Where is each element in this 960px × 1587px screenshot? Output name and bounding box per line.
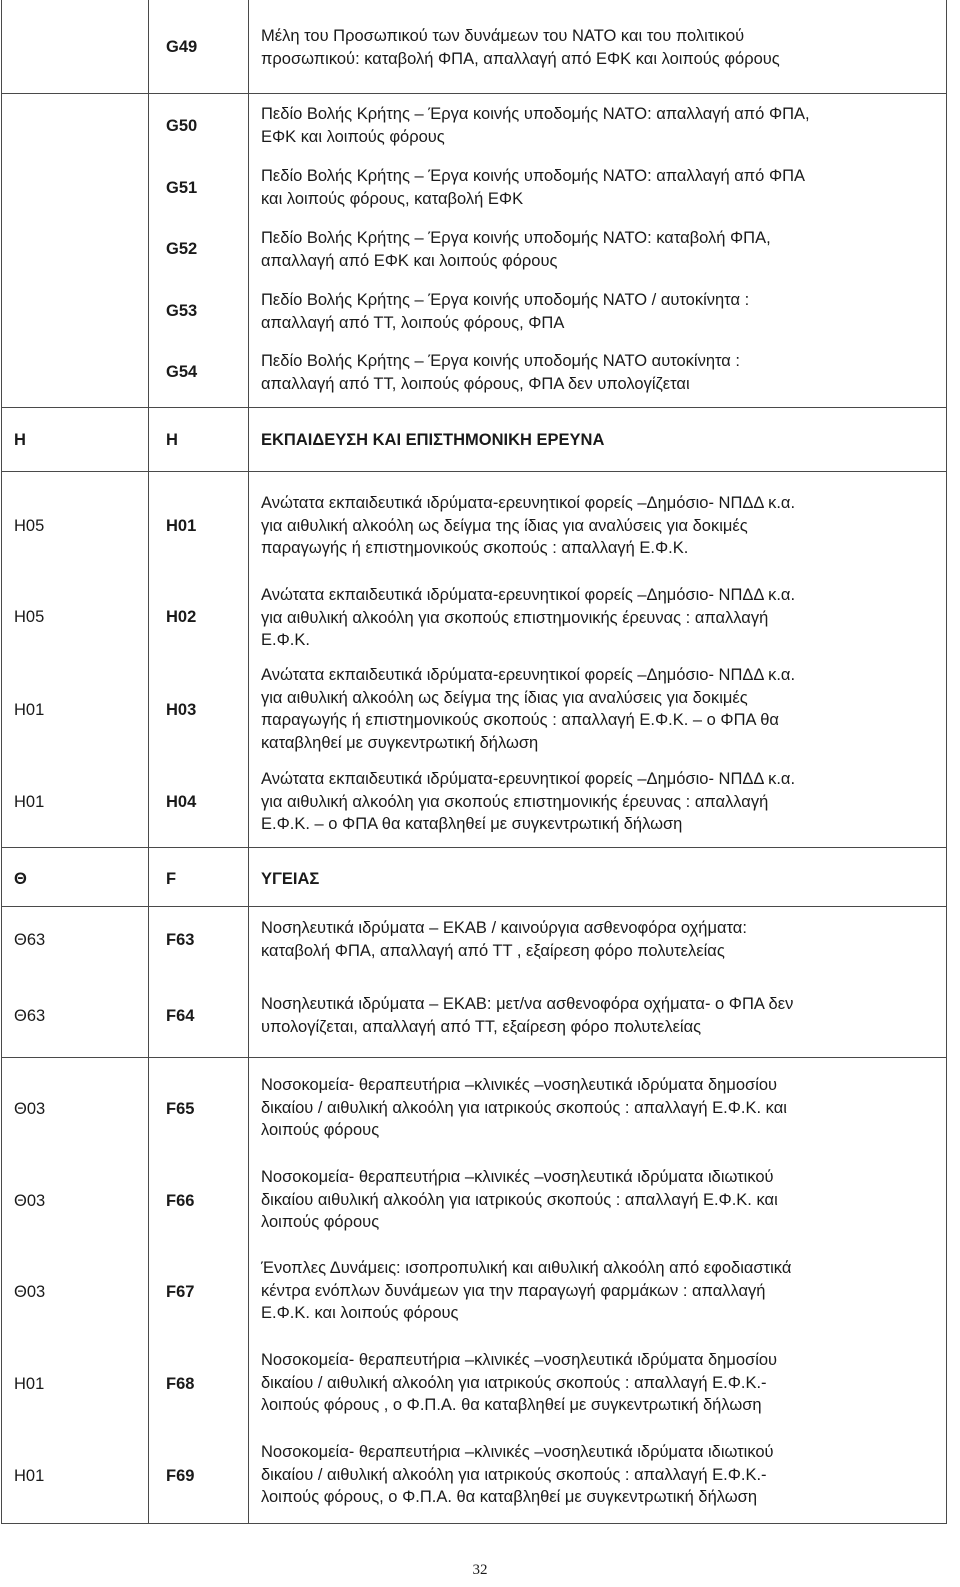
row-code: F64 (166, 1007, 195, 1025)
row-code: G51 (166, 179, 198, 197)
row-description: Νοσηλευτικά ιδρύματα – ΕΚΑΒ / καινούργια ασθενοφόρα οχήματα: καταβολή ΦΠΑ, απαλλαγή από ΤΤ , εξαίρεση φόρο πολυτελείας (261, 919, 747, 960)
row-description: Νοσηλευτικά ιδρύματα – ΕΚΑΒ: μετ/να ασθενοφόρα οχήματα- ο ΦΠΑ δεν υπολογίζεται, απαλλαγή από ΤΤ, εξαίρεση φόρο πολυτελείας (261, 995, 794, 1036)
row-divider (1, 1057, 947, 1058)
row-code: G52 (166, 240, 198, 258)
row-description: Ανώτατα εκπαιδευτικά ιδρύματα-ερευνητικοί φορείς –Δημόσιο- ΝΠΔΔ κ.α. για αιθυλική αλκοόλη ως δείγμα της ίδιας για αναλύσεις για δοκιμές παραγωγής ή επιστημονικούς σκοπούς : απαλλαγή Ε.Φ.Κ. (261, 494, 796, 557)
row-description: Ανώτατα εκπαιδευτικά ιδρύματα-ερευνητικοί φορείς –Δημόσιο- ΝΠΔΔ κ.α. για αιθυλική αλκοόλη ως δείγμα της ίδιας για αναλύσεις για δοκιμές παραγωγής ή επιστημονικούς σκοπούς : απαλλαγή Ε.Φ.Κ. – ο ΦΠΑ θα καταβληθεί με συγκεντρωτική δήλωση (261, 666, 796, 752)
row-code: F65 (166, 1100, 195, 1118)
row-description: Πεδίο Βολής Κρήτης – Έργα κοινής υποδομής ΝΑΤΟ αυτοκίνητα : απαλλαγή από ΤΤ, λοιπούς φόρους, ΦΠΑ δεν υπολογίζεται (261, 352, 741, 393)
row-description: Ανώτατα εκπαιδευτικά ιδρύματα-ερευνητικοί φορείς –Δημόσιο- ΝΠΔΔ κ.α. για αιθυλική αλκοόλη για σκοπούς επιστημονικής έρευνας : απαλλαγή Ε.Φ.Κ. – ο ΦΠΑ θα καταβληθεί με συγκεντρωτική δήλωση (261, 770, 796, 833)
section-code: F (166, 870, 177, 888)
row-code: F68 (166, 1375, 195, 1393)
row-ref-code: Η01 (14, 1375, 45, 1393)
row-divider (1, 407, 947, 408)
row-divider (1, 471, 947, 472)
row-code: H01 (166, 517, 197, 535)
section-code: H (166, 431, 178, 449)
row-code: F69 (166, 1467, 195, 1485)
row-ref-code: Η01 (14, 793, 45, 811)
table-border-bottom (1, 1523, 947, 1524)
row-divider (1, 847, 947, 848)
row-ref-code: Θ03 (14, 1192, 46, 1210)
row-code: G49 (166, 38, 198, 56)
row-description: Νοσοκομεία- θεραπευτήρια –κλινικές –νοσηλευτικά ιδρύματα δημοσίου δικαίου / αιθυλική αλκοόλη για ιατρικούς σκοπούς : απαλλαγή Ε.Φ.Κ. και λοιπούς φόρους (261, 1076, 787, 1139)
row-ref-code: Η01 (14, 1467, 45, 1485)
row-ref-code: Η05 (14, 608, 45, 626)
row-description: Ένοπλες Δυνάμεις: ισοπροπυλική και αιθυλική αλκοόλη από εφοδιαστικά κέντρα ενόπλων δυνάμεων για την παραγωγή φαρμάκων : απαλλαγή Ε.Φ.Κ. και λοιπούς φόρους (261, 1259, 792, 1322)
section-title: ΥΓΕΙΑΣ (261, 870, 320, 888)
row-ref-code: Θ03 (14, 1283, 46, 1301)
section-code: Η (14, 431, 26, 449)
row-code: F63 (166, 931, 195, 949)
page-number: 32 (472, 1562, 488, 1578)
row-ref-code: Θ63 (14, 931, 46, 949)
row-ref-code: Η05 (14, 517, 45, 535)
section-code: Θ (14, 870, 27, 888)
row-code: H04 (166, 793, 197, 811)
row-description: Μέλη του Προσωπικού των δυνάμεων του ΝΑΤΟ και του πολιτικού προσωπικού: καταβολή ΦΠΑ, απαλλαγή από ΕΦΚ και λοιπούς φόρους (261, 27, 780, 68)
row-code: H02 (166, 608, 197, 626)
row-description: Νοσοκομεία- θεραπευτήρια –κλινικές –νοσηλευτικά ιδρύματα ιδιωτικού δικαίου / αιθυλική αλκοόλη για ιατρικούς σκοπούς : απαλλαγή Ε.Φ.Κ.- λοιπούς φόρους, ο Φ.Π.Α. θα καταβληθεί με συγκεντρωτική δήλωση (261, 1443, 774, 1506)
section-title: ΕΚΠΑΙΔΕΥΣΗ ΚΑΙ ΕΠΙΣΤΗΜΟΝΙΚΗ ΕΡΕΥΝΑ (261, 431, 605, 449)
row-description: Ανώτατα εκπαιδευτικά ιδρύματα-ερευνητικοί φορείς –Δημόσιο- ΝΠΔΔ κ.α. για αιθυλική αλκοόλη για σκοπούς επιστημονικής έρευνας : απαλλαγή Ε.Φ.Κ. (261, 586, 796, 649)
row-divider (1, 906, 947, 907)
row-divider (1, 93, 947, 94)
row-description: Πεδίο Βολής Κρήτης – Έργα κοινής υποδομής ΝΑΤΟ: καταβολή ΦΠΑ, απαλλαγή από ΕΦΚ και λοιπούς φόρους (261, 229, 771, 270)
row-code: G54 (166, 363, 198, 381)
row-ref-code: Θ03 (14, 1100, 46, 1118)
table-border-left (1, 0, 2, 1524)
row-description: Πεδίο Βολής Κρήτης – Έργα κοινής υποδομής ΝΑΤΟ / αυτοκίνητα : απαλλαγή από ΤΤ, λοιπούς φόρους, ΦΠΑ (261, 291, 750, 332)
row-description: Πεδίο Βολής Κρήτης – Έργα κοινής υποδομής ΝΑΤΟ: απαλλαγή από ΦΠΑ και λοιπούς φόρους, καταβολή ΕΦΚ (261, 167, 806, 208)
row-code: H03 (166, 701, 197, 719)
row-code: G53 (166, 302, 198, 320)
column-divider-1 (148, 0, 149, 1524)
row-code: G50 (166, 117, 198, 135)
row-code: F66 (166, 1192, 195, 1210)
row-ref-code: Η01 (14, 701, 45, 719)
row-description: Νοσοκομεία- θεραπευτήρια –κλινικές –νοσηλευτικά ιδρύματα ιδιωτικού δικαίου αιθυλική αλκοόλη για ιατρικούς σκοπούς : απαλλαγή Ε.Φ.Κ. και λοιπούς φόρους (261, 1168, 778, 1231)
column-divider-2 (248, 0, 249, 1524)
row-code: F67 (166, 1283, 195, 1301)
row-ref-code: Θ63 (14, 1007, 46, 1025)
row-description: Πεδίο Βολής Κρήτης – Έργα κοινής υποδομής ΝΑΤΟ: απαλλαγή από ΦΠΑ, ΕΦΚ και λοιπούς φόρους (261, 105, 810, 146)
row-description: Νοσοκομεία- θεραπευτήρια –κλινικές –νοσηλευτικά ιδρύματα δημοσίου δικαίου / αιθυλική αλκοόλη για ιατρικούς σκοπούς : απαλλαγή Ε.Φ.Κ.- λοιπούς φόρους , ο Φ.Π.Α. θα καταβληθεί με συγκεντρωτική δήλωση (261, 1351, 778, 1414)
